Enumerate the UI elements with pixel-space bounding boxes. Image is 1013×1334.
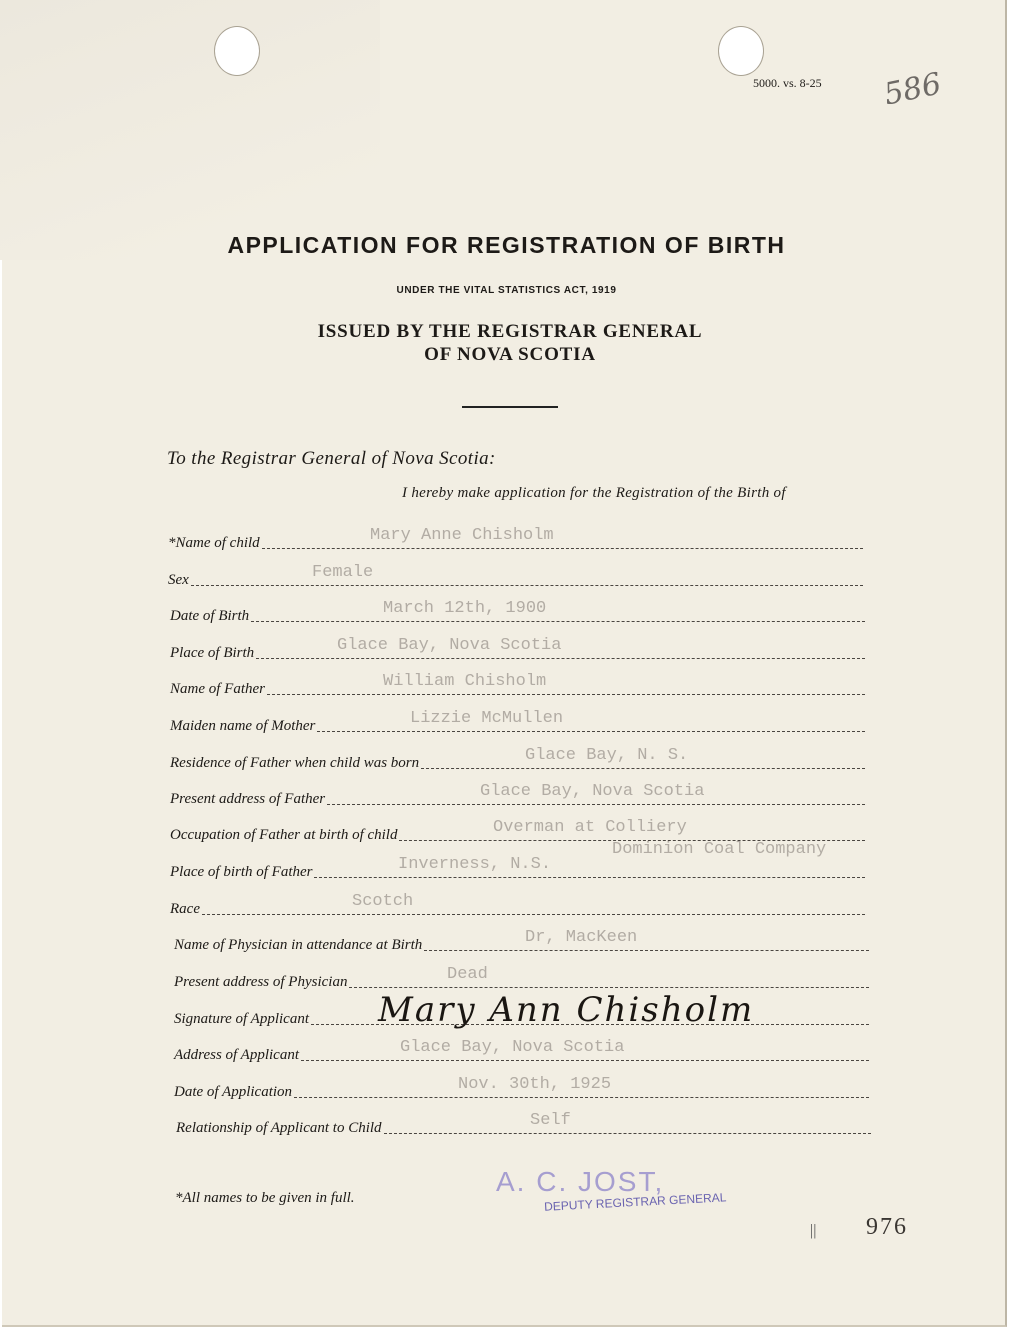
form-field-row [170, 898, 865, 918]
issuer-line-1: ISSUED BY THE REGISTRAR GENERAL [317, 321, 703, 342]
field-label: Name of Physician in attendance at Birth [174, 937, 423, 953]
pencil-number: 586 [880, 66, 945, 113]
dotted-line [267, 694, 865, 695]
dotted-line [251, 621, 865, 622]
field-value: Dead [447, 965, 488, 984]
field-label: Occupation of Father at birth of child [170, 827, 398, 843]
stamp-name: A. C. JOST, [496, 1166, 665, 1197]
field-value: Overman at Colliery [493, 818, 687, 837]
field-label: Residence of Father when child was born [170, 755, 420, 771]
dotted-line [327, 804, 865, 805]
field-value: Glace Bay, Nova Scotia [400, 1038, 625, 1057]
field-value: William Chisholm [383, 672, 547, 691]
field-value: Scotch [352, 892, 414, 911]
dotted-line [191, 585, 863, 586]
dotted-line [424, 950, 869, 951]
field-value: Nov. 30th, 1925 [458, 1075, 612, 1094]
field-value: Mary Anne Chisholm [370, 526, 554, 545]
field-label: Present address of Physician [174, 974, 348, 990]
dotted-line [317, 731, 865, 732]
dotted-line [256, 658, 865, 659]
registration-number: 976 [866, 1214, 908, 1240]
form-field-row [170, 752, 865, 772]
field-value-extra: Dominion Coal Company [612, 840, 827, 859]
form-field-row [176, 1117, 871, 1137]
field-label: Relationship of Applicant to Child [176, 1120, 382, 1136]
dotted-line [294, 1097, 869, 1098]
field-label: Date of Application [174, 1084, 293, 1100]
dotted-line [301, 1060, 869, 1061]
dotted-line [349, 987, 869, 988]
field-value: Dr, MacKeen [525, 928, 638, 947]
field-label: Maiden name of Mother [170, 718, 316, 734]
field-label: Address of Applicant [174, 1047, 299, 1063]
document-title: APPLICATION FOR REGISTRATION OF BIRTH [227, 232, 786, 258]
form-code: 5000. vs. 8-25 [753, 76, 822, 90]
salutation: To the Registrar General of Nova Scotia: [167, 448, 496, 469]
preamble: I hereby make application for the Registration of the Birth of [402, 485, 786, 501]
field-label: *Name of child [168, 535, 260, 551]
field-label: Name of Father [170, 681, 265, 697]
field-value: Lizzie McMullen [410, 709, 564, 728]
field-value: Glace Bay, Nova Scotia [337, 636, 562, 655]
form-field-row [168, 569, 863, 589]
punch-hole-right [718, 26, 764, 76]
field-value: Glace Bay, Nova Scotia [480, 782, 705, 801]
dotted-line [314, 877, 865, 878]
field-label: Place of Birth [170, 645, 255, 661]
field-label: Date of Birth [170, 608, 250, 624]
dotted-line [421, 768, 865, 769]
field-value: Female [312, 563, 374, 582]
field-label: Present address of Father [170, 791, 326, 807]
document-subtitle: UNDER THE VITAL STATISTICS ACT, 1919 [396, 285, 617, 296]
punch-hole-left [214, 26, 260, 76]
dotted-line [384, 1133, 871, 1134]
divider [462, 406, 558, 408]
form-field-row [174, 934, 869, 954]
folded-corner [0, 0, 380, 260]
dotted-line [262, 548, 863, 549]
field-value: Self [530, 1111, 571, 1130]
field-value: March 12th, 1900 [383, 599, 547, 618]
field-label: Race [170, 901, 200, 917]
applicant-signature: Mary Ann Chisholm [378, 990, 755, 1030]
field-value: Inverness, N.S. [398, 855, 552, 874]
form-field-row [174, 971, 869, 991]
field-label: Signature of Applicant [174, 1011, 309, 1027]
field-label: Place of birth of Father [170, 864, 313, 880]
field-value: Glace Bay, N. S. [525, 746, 689, 765]
dotted-line [202, 914, 865, 915]
margin-mark: || [810, 1222, 817, 1239]
field-label: Sex [168, 572, 189, 588]
issuer-line-2: OF NOVA SCOTIA [424, 344, 596, 365]
stamp-title: DEPUTY REGISTRAR GENERAL [543, 1190, 727, 1214]
footnote: *All names to be given in full. [175, 1190, 355, 1206]
